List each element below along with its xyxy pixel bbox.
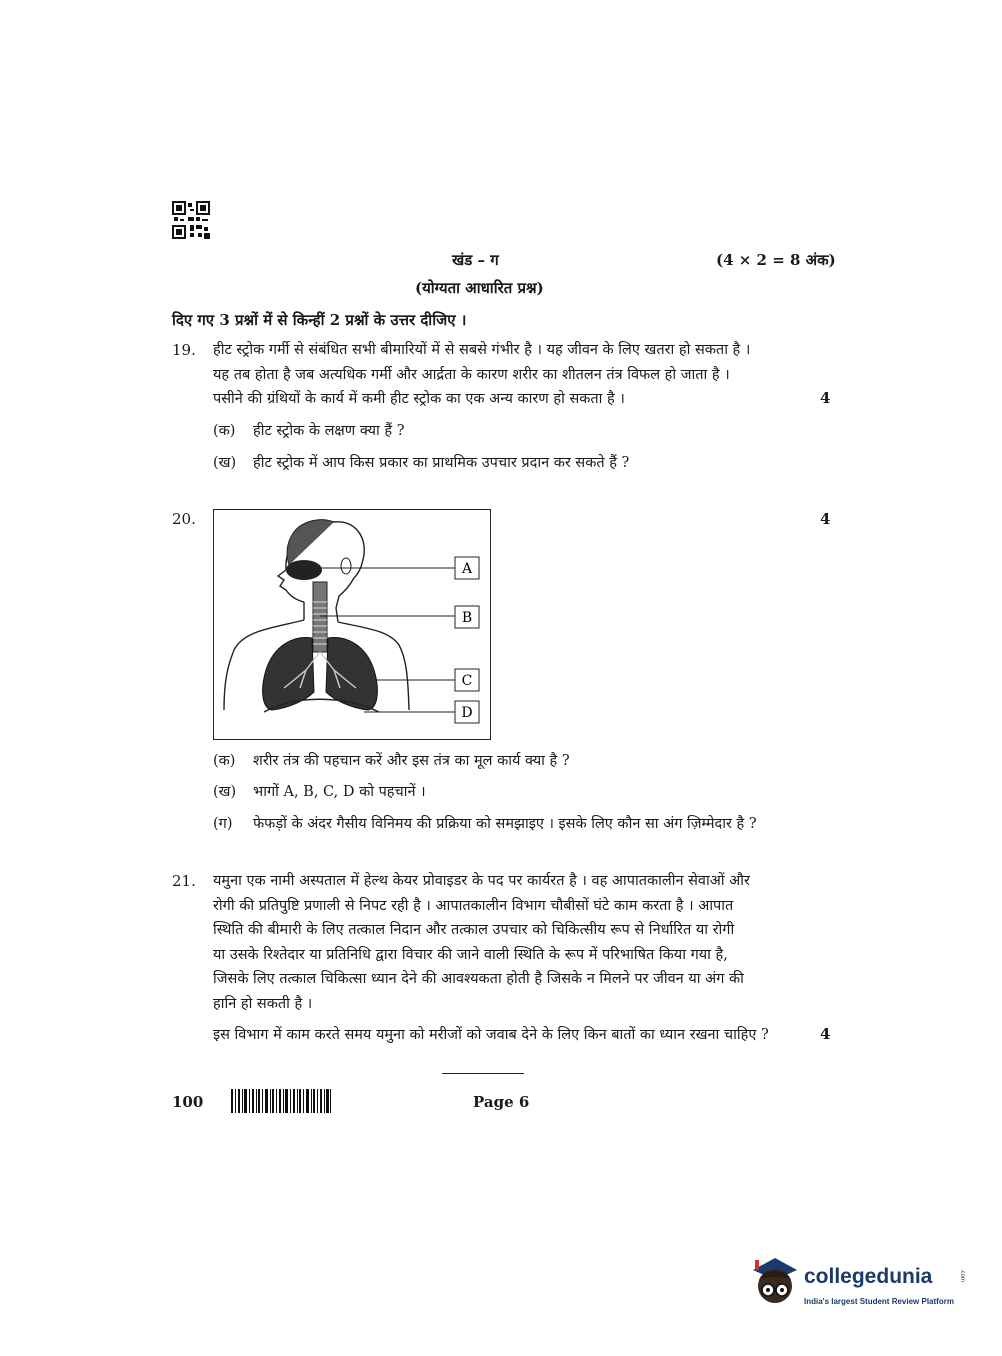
part-label: (क): [213, 423, 236, 439]
question-21-line: या उसके रिश्तेदार या प्रतिनिधि द्वारा विचार की जाने वाली स्थिति के रूप में परिभाषित किया गया है,: [213, 946, 728, 963]
question-19-marks: 4: [820, 389, 831, 407]
question-21-line: रोगी की प्रतिपुष्टि प्रणाली से निपट रही है । आपातकालीन विभाग चौबीसों घंटे काम करता है । आपात: [213, 897, 734, 914]
question-21-line: हानि हो सकती है ।: [213, 995, 313, 1012]
question-20-part-b: [213, 781, 426, 801]
part-label: (ख): [213, 784, 237, 800]
question-21-question: इस विभाग में काम करते समय यमुना को मरीजों को जवाब देने के लिए किन बातों का ध्यान रखना चाहिए ?: [213, 1027, 769, 1043]
question-21-line: स्थिति की बीमारी के लिए तत्काल निदान और तत्काल उपचार को चिकित्सीय रूप से निर्धारित या रोगी: [213, 922, 735, 938]
barcode-image: [231, 1089, 331, 1113]
part-label: (क): [213, 753, 236, 769]
section-marks: (4 × 2 = 8 अंक): [716, 251, 836, 269]
question-20-part-c: [213, 813, 757, 833]
part-label: (ख): [213, 455, 237, 471]
qr-code-image: [172, 201, 210, 239]
brand-tagline: India's largest Student Review Platform: [804, 1297, 954, 1306]
section-subtitle: (योग्यता आधारित प्रश्न): [415, 279, 544, 297]
question-21-number: 21.: [172, 872, 196, 890]
part-text: हीट स्ट्रोक के लक्षण क्या हैं ?: [253, 423, 405, 439]
brand-domain: .com: [959, 1269, 965, 1283]
page-number: Page 6: [473, 1093, 530, 1111]
diagram-label-d: D: [461, 705, 473, 721]
brand-name: collegedunia: [804, 1265, 933, 1288]
question-20-part-a: [213, 750, 570, 770]
question-20-marks: 4: [820, 510, 831, 528]
question-20-number: 20.: [172, 510, 196, 528]
respiratory-illustration: [214, 510, 489, 738]
part-label: (ग): [213, 816, 233, 832]
question-19-number: 19.: [172, 341, 196, 359]
part-text: भागों A, B, C, D को पहचानें ।: [253, 784, 426, 800]
section-title: खंड – ग: [452, 251, 499, 269]
question-19-part-b: [213, 452, 629, 472]
question-19-line: यह तब होता है जब अत्यधिक गर्मी और आर्द्रता के कारण शरीर का शीतलन तंत्र विफल हो जाता है ।: [213, 366, 730, 383]
question-19-line: पसीने की ग्रंथियों के कार्य में कमी हीट स्ट्रोक का एक अन्य कारण हो सकता है ।: [213, 391, 625, 407]
part-text: फेफड़ों के अंदर गैसीय विनिमय की प्रक्रिया को समझाइए । इसके लिए कौन सा अंग ज़िम्मेदार है ?: [253, 816, 757, 832]
question-21-text: [213, 869, 793, 1016]
footer-divider: [442, 1073, 524, 1074]
question-19-text: [213, 338, 793, 412]
diagram-label-b: B: [461, 610, 473, 626]
question-21-marks: 4: [820, 1025, 831, 1043]
section-instruction: दिए गए 3 प्रश्नों में से किन्हीं 2 प्रश्नों के उत्तर दीजिए ।: [172, 311, 467, 329]
part-text: शरीर तंत्र की पहचान करें और इस तंत्र का मूल कार्य क्या है ?: [253, 753, 570, 769]
diagram-label-a: A: [461, 561, 473, 577]
question-21-line: यमुना एक नामी अस्पताल में हेल्थ केयर प्रोवाइडर के पद पर कार्यरत है । वह आपातकालीन सेवाओं और: [213, 873, 750, 889]
collegedunia-mascot-icon: [745, 1252, 803, 1310]
paper-code: 100: [172, 1093, 204, 1111]
diagram-label-c: C: [461, 673, 473, 689]
question-21-line: जिसके लिए तत्काल चिकित्सा ध्यान देने की आवश्यकता होती है जिसके न मिलने पर जीवन या अंग की: [213, 971, 744, 987]
part-text: हीट स्ट्रोक में आप किस प्रकार का प्राथमिक उपचार प्रदान कर सकते हैं ?: [253, 455, 630, 471]
question-19-part-a: [213, 420, 405, 440]
question-19-line: हीट स्ट्रोक गर्मी से संबंधित सभी बीमारियों में से सबसे गंभीर है । यह जीवन के लिए खतरा हो सकता है ।: [213, 342, 751, 358]
respiratory-system-diagram: [213, 509, 491, 740]
